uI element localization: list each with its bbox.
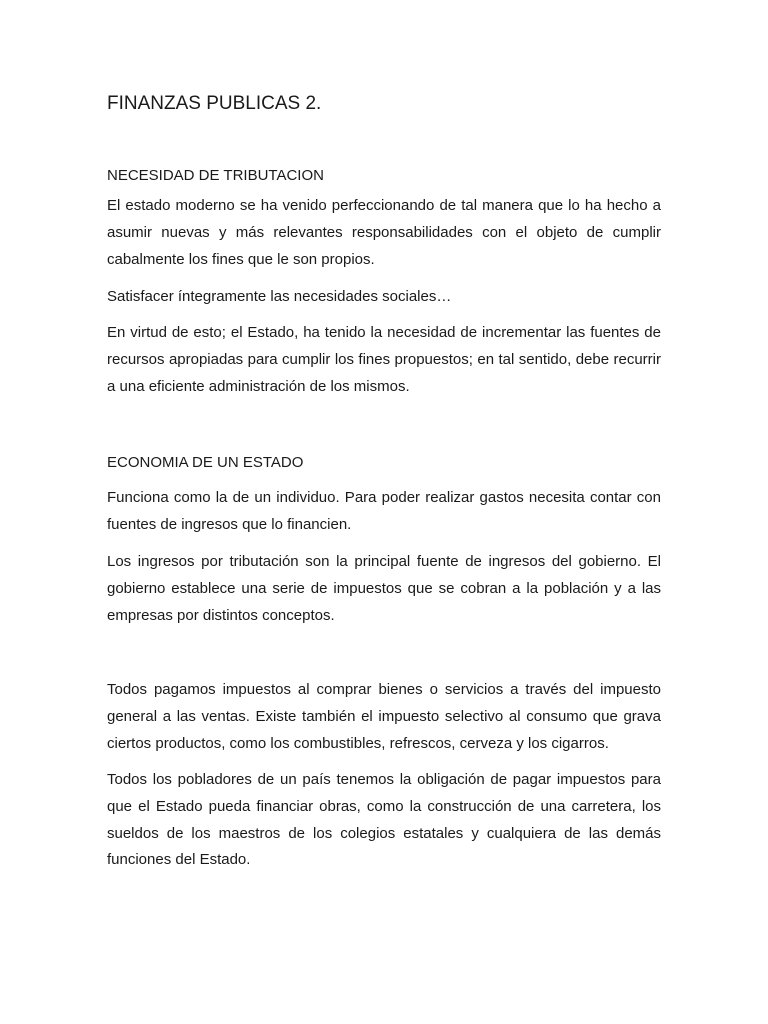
paragraph: Los ingresos por tributación son la principal fuente de ingresos del gobierno. El gobierno establece una serie de impuestos que se cobran a la población y a las empresas por distintos conceptos. [107,553,661,624]
paragraph: Funciona como la de un individuo. Para poder realizar gastos necesita contar con fuentes de ingresos que lo financien. [107,489,661,533]
paragraph: Todos pagamos impuestos al comprar bienes o servicios a través del impuesto general a las ventas. Existe también el impuesto selectivo al consumo que grava ciertos productos, como los combustibles, refrescos, cerveza y los cigarros. [107,681,661,752]
paragraph: En virtud de esto; el Estado, ha tenido la necesidad de incrementar las fuentes de recursos apropiadas para cumplir los fines propuestos; en tal sentido, debe recurrir a una eficiente administración de los mismos. [107,324,661,395]
paragraph: Todos los pobladores de un país tenemos la obligación de pagar impuestos para que el Estado pueda financiar obras, como la construcción de una carretera, los sueldos de los maestros de los colegios estatales y cualquiera de las demás funciones del Estado. [107,771,661,869]
section-heading-necesidad: NECESIDAD DE TRIBUTACION [107,167,324,184]
paragraph: Satisfacer íntegramente las necesidades sociales… [107,288,452,305]
paragraph: El estado moderno se ha venido perfeccionando de tal manera que lo ha hecho a asumir nuevas y más relevantes responsabilidades con el objeto de cumplir cabalmente los fines que le son propios. [107,197,661,268]
section-heading-economia: ECONOMIA DE UN ESTADO [107,454,304,471]
document-title: FINANZAS PUBLICAS 2. [107,93,322,114]
